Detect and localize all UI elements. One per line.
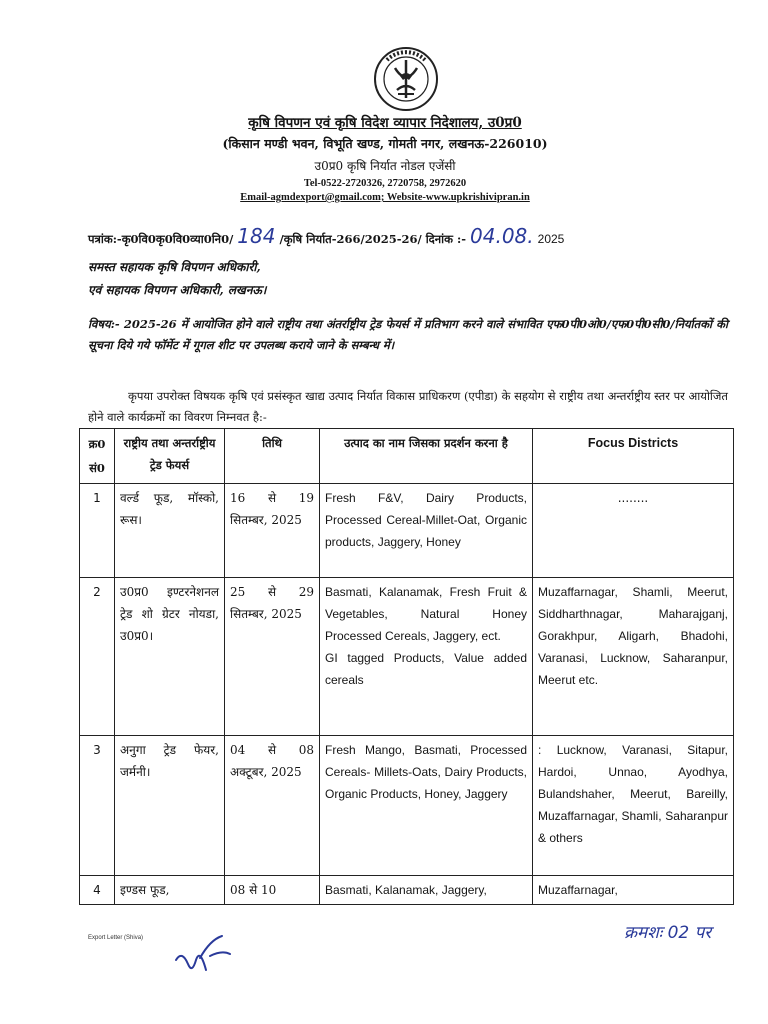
header-date: तिथि [225, 429, 320, 484]
handwritten-date: 04.08. [470, 224, 534, 248]
reference-prefix: पत्रांक:-कृ0वि0कृ0वि0व्या0नि0/ [88, 232, 234, 246]
header-products: उत्पाद का नाम जिसका प्रदर्शन करना है [320, 429, 533, 484]
row-fair: उ0प्र0 इण्टरनेशनल ट्रेड शो ग्रेटर नोयडा, उ0प्र0। [115, 578, 225, 736]
table-row [80, 578, 734, 736]
row-sno: 2 [80, 578, 115, 736]
agency-name: उ0प्र0 कृषि निर्यात नोडल एजेंसी [314, 159, 456, 173]
footer-file-note: Export Letter (Shiva) [88, 935, 144, 941]
addressee-line-1: समस्त सहायक कृषि विपणन अधिकारी, [88, 260, 261, 274]
row-date: 04 से 08 अक्टूबर, 2025 [225, 736, 320, 876]
row-fair: अनुगा ट्रेड फेयर, जर्मनी। [115, 736, 225, 876]
row-date: 25 से 29 सितम्बर, 2025 [225, 578, 320, 736]
intro-paragraph: कृपया उपरोक्त विषयक कृषि एवं प्रसंस्कृत खाद्य उत्पाद निर्यात विकास प्राधिकरण (एपीडा) के सहयोग से राष्ट्रीय तथा अन्तर्राष्ट्रीय स्तर पर आयोजित होने वाले कार्यक्रमों का विवरण निम्नवत है:- [88, 389, 728, 424]
up-government-seal-logo [373, 46, 439, 112]
row-sno: 1 [80, 484, 115, 578]
subject-text: विषय:- 2025-26 में आयोजित होने वाले राष्ट्रीय तथा अंतर्राष्ट्रीय ट्रेड फेयर्स में प्रतिभाग करने वाले संभावित एफ0पी0ओ0/एफ0पी0सी0/निर्यातकों की सूचना दिये गये फॉर्मेट में गूगल शीट पर उपलब्ध कराये जाने के सम्बन्ध में। [88, 317, 728, 352]
row-products-extra: GI tagged Products, Value added cereals [325, 651, 527, 687]
email-website-line: Email-agmdexport@gmail.com; Website-www.upkrishivipran.in [240, 192, 530, 203]
row-fair: वर्ल्ड फूड, मॉस्को, रूस। [115, 484, 225, 578]
header-fair: राष्ट्रीय तथा अन्तर्राष्ट्रीय ट्रेड फेयर्स [115, 429, 225, 484]
reference-line [88, 224, 564, 248]
telephone-line: Tel-0522-2720326, 2720758, 2972620 [303, 178, 467, 189]
office-title: कृषि विपणन एवं कृषि विदेश व्यापार निदेशालय, उ0प्र0 [248, 115, 522, 131]
addressee-line-2: एवं सहायक विपणन अधिकारी, लखनऊ। [88, 283, 267, 297]
row-fair: इण्डस फूड, [115, 876, 225, 905]
trade-fair-table [79, 428, 734, 905]
reference-year: 2025 [537, 232, 565, 246]
row-sno: 4 [80, 876, 115, 905]
row-sno: 3 [80, 736, 115, 876]
row-products: Fresh Mango, Basmati, Processed Cereals- Millets-Oats, Dairy Products, Organic Products, Honey, Jaggery [320, 736, 533, 876]
header-sno: क्र0 सं0 [80, 429, 115, 484]
office-address: (किसान मण्डी भवन, विभूति खण्ड, गोमती नगर, लखनऊ-226010) [222, 136, 548, 151]
row-districts: ........ [533, 484, 734, 578]
table-header-row [80, 429, 734, 484]
row-products: Basmati, Kalanamak, Jaggery, [320, 876, 533, 905]
row-products: Fresh F&V, Dairy Products, Processed Cereal-Millet-Oat, Organic products, Jaggery, Honey [320, 484, 533, 578]
continued-note: क्रमशः 02 पर [624, 923, 712, 943]
row-products-main: Basmati, Kalanamak, Fresh Fruit & Vegetables, Natural Honey Processed Cereals, Jaggery, ect. [325, 585, 527, 643]
row-districts: Muzaffarnagar, [533, 876, 734, 905]
handwritten-signature [170, 930, 240, 980]
row-products [320, 578, 533, 736]
row-districts: : Lucknow, Varanasi, Sitapur, Hardoi, Unnao, Ayodhya, Bulandshaher, Meerut, Bareilly, Muzaffarnagar, Shamli, Saharanpur & others [533, 736, 734, 876]
row-districts: Muzaffarnagar, Shamli, Meerut, Siddharthnagar, Maharajganj, Gorakhpur, Aligarh, Bhadohi, Varanasi, Lucknow, Saharanpur, Meerut etc. [533, 578, 734, 736]
reference-middle: /कृषि निर्यात-266/2025-26/ दिनांक :- [279, 232, 466, 246]
row-date: 08 से 10 [225, 876, 320, 905]
table-row [80, 736, 734, 876]
handwritten-letter-number: 184 [237, 224, 276, 248]
table-row [80, 484, 734, 578]
header-districts: Focus Districts [533, 429, 734, 484]
table-row [80, 876, 734, 905]
row-date: 16 से 19 सितम्बर, 2025 [225, 484, 320, 578]
